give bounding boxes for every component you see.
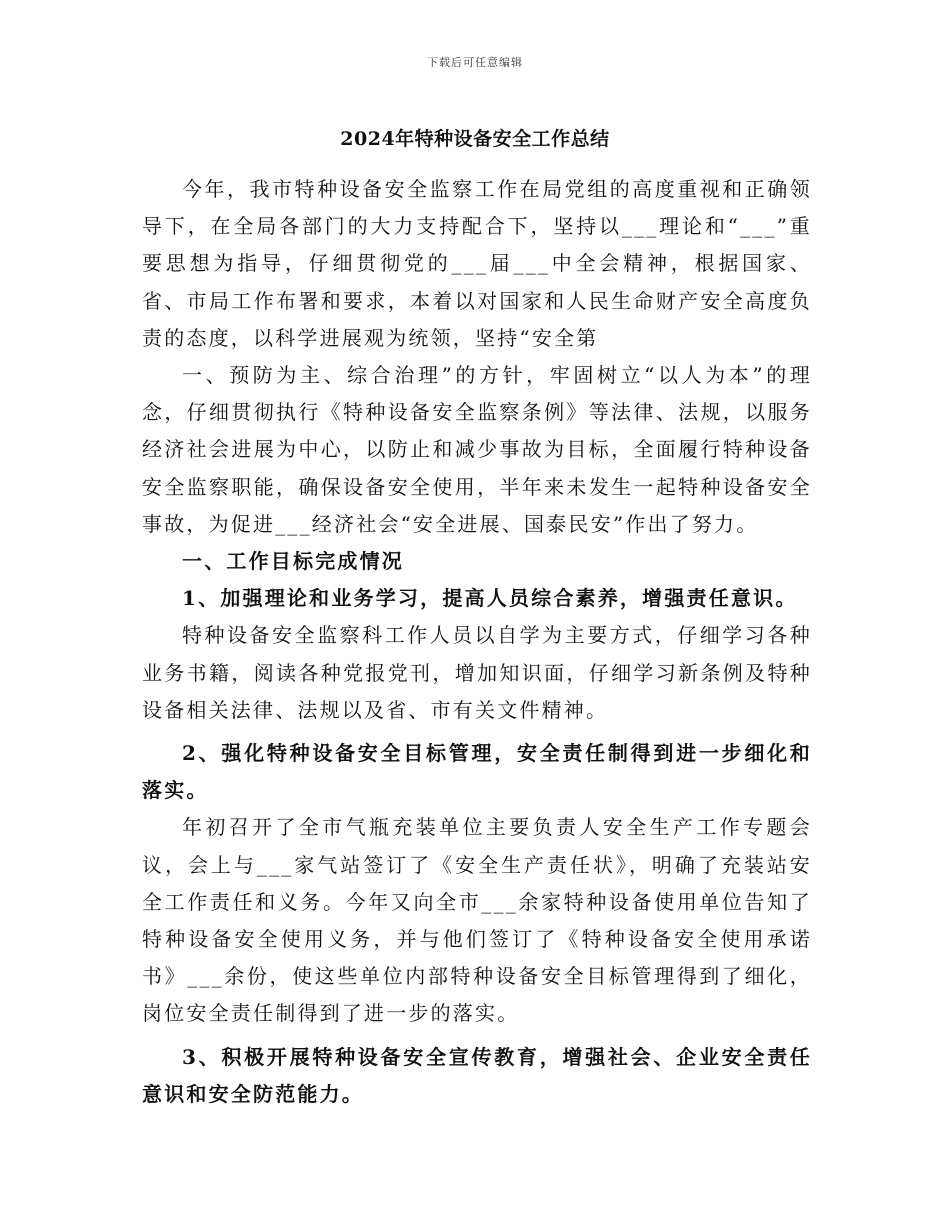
paragraph-target-management: 年初召开了全市气瓶充装单位主要负责人安全生产工作专题会议，会上与___家气站签订了《安全生产责任状》，明确了充装站安全工作责任和义务。今年又向全市___余家特种设备使用单位告知了特种设备安全使用义务，并与他们签订了《特种设备安全使用承诺书》___余份，使这些单位内部特种设备安全目标管理得到了细化，岗位安全责任制得到了进一步的落实。: [142, 815, 812, 1026]
section-heading-goals: 一、工作目标完成情况: [182, 549, 404, 574]
subheading-target-management: 2、强化特种设备安全目标管理，安全责任制得到进一步细化和落实。: [142, 741, 812, 803]
paragraph-principles: 一、预防为主、综合治理”的方针，牢固树立“以人为本”的理念，仔细贯彻执行《特种设备安全监察条例》等法律、法规，以服务经济社会进展为中心，以防止和减少事故为目标，全面履行特种设备安全监察职能，确保设备安全使用，半年来未发生一起特种设备安全事故，为促进___经济社会“安全进展、国泰民安”作出了努力。: [142, 363, 812, 536]
page-title: 2024年特种设备安全工作总结: [340, 128, 610, 150]
subheading-study: 1、加强理论和业务学习，提高人员综合素养，增强责任意识。: [182, 586, 798, 611]
paragraph-study: 特种设备安全监察科工作人员以自学为主要方式，仔细学习各种业务书籍，阅读各种党报党刊，增加知识面，仔细学习新条例及特种设备相关法律、法规以及省、市有关文件精神。: [142, 623, 812, 722]
header-note: 下载后可任意编辑: [427, 56, 523, 69]
subheading-publicity: 3、积极开展特种设备安全宣传教育，增强社会、企业安全责任意识和安全防范能力。: [142, 1044, 812, 1106]
document-body: [142, 171, 812, 1113]
paragraph-intro: 今年，我市特种设备安全监察工作在局党组的高度重视和正确领导下，在全局各部门的大力支持配合下，坚持以___理论和“___”重要思想为指导，仔细贯彻党的___届___中全会精神，根据国家、省、市局工作布署和要求，本着以对国家和人民生命财产安全高度负责的态度，以科学进展观为统领，坚持“安全第: [142, 177, 812, 350]
